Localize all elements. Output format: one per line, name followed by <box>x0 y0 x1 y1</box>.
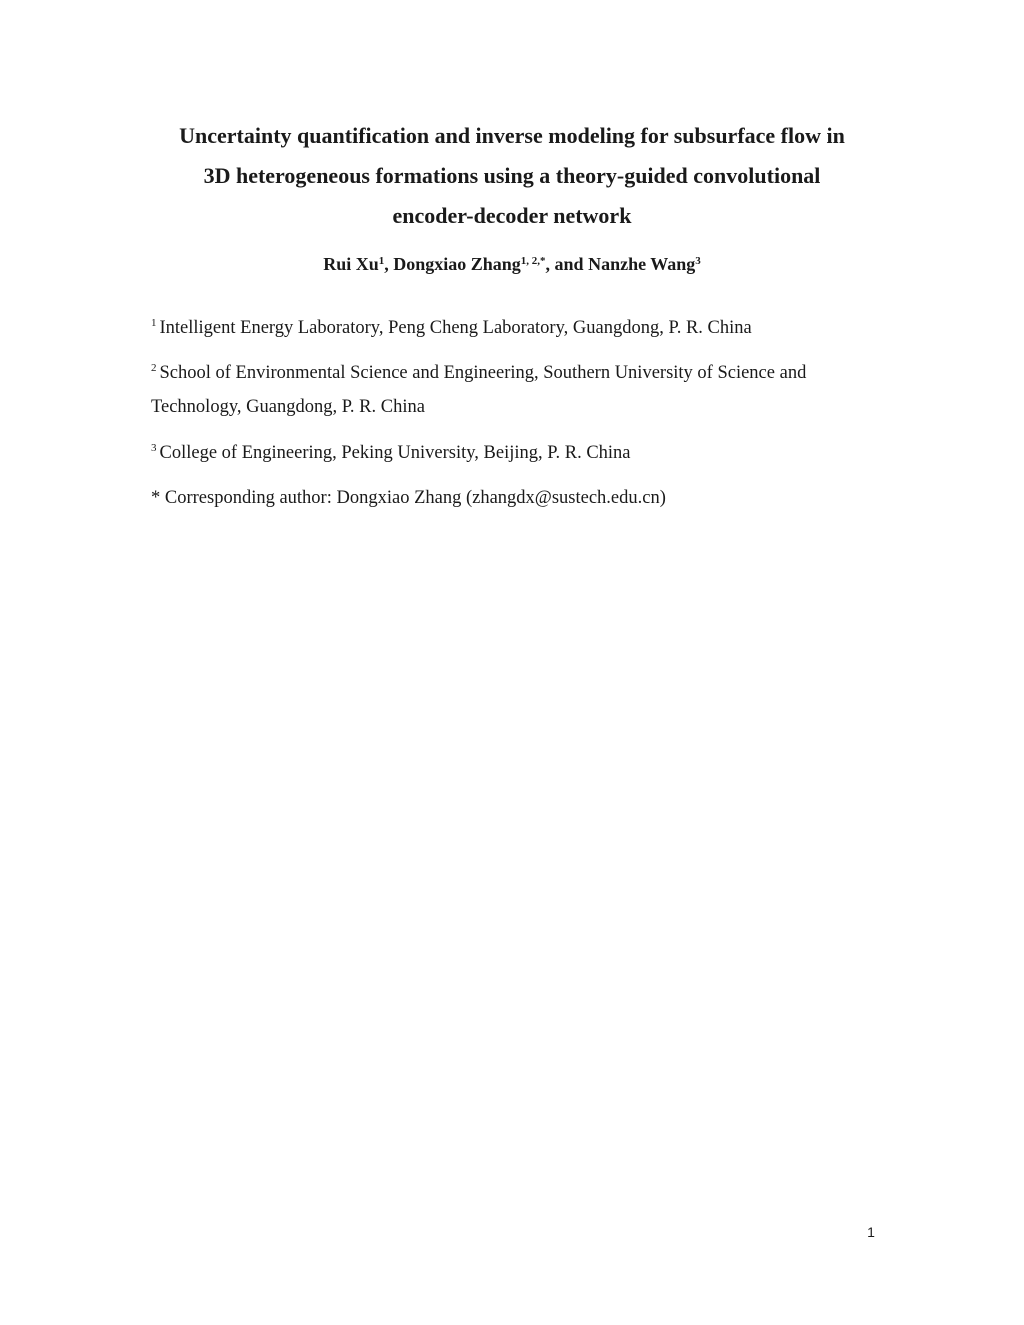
author-affiliation-marker: 1, 2,* <box>520 255 546 267</box>
page-number: 1 <box>867 1224 875 1240</box>
affiliation-1 <box>151 311 891 345</box>
affiliation-3 <box>151 436 891 470</box>
affiliation-number: 1 <box>151 317 157 329</box>
title-line-2: 3D heterogeneous formations using a theory-guided convolutional <box>203 163 821 188</box>
affiliation-text: Intelligent Energy Laboratory, Peng Cheng Laboratory, Guangdong, P. R. China <box>159 318 752 338</box>
title-line-3: encoder-decoder network <box>392 203 632 228</box>
author-name: Nanzhe Wang <box>588 254 696 274</box>
author-affiliation-marker: 1 <box>378 255 385 267</box>
author-name: Dongxiao Zhang <box>393 254 521 274</box>
author-name: Rui Xu <box>323 254 379 274</box>
author-affiliation-marker: 3 <box>695 255 701 267</box>
affiliation-number: 3 <box>151 442 157 454</box>
title-line-1: Uncertainty quantification and inverse modeling for subsurface flow in <box>179 123 845 148</box>
affiliation-number: 2 <box>151 362 157 374</box>
paper-title <box>140 116 884 236</box>
affiliation-2 <box>151 356 891 424</box>
affiliation-text: School of Environmental Science and Engineering, Southern University of Science and Technology, Guangdong, P. R. China <box>151 363 807 417</box>
affiliation-text: College of Engineering, Peking University, Beijing, P. R. China <box>159 443 631 463</box>
corresponding-author: * Corresponding author: Dongxiao Zhang (zhangdx@sustech.edu.cn) <box>151 488 666 508</box>
author-list <box>140 252 884 276</box>
author-separator: , and <box>545 254 589 274</box>
author-separator: , <box>384 254 394 274</box>
